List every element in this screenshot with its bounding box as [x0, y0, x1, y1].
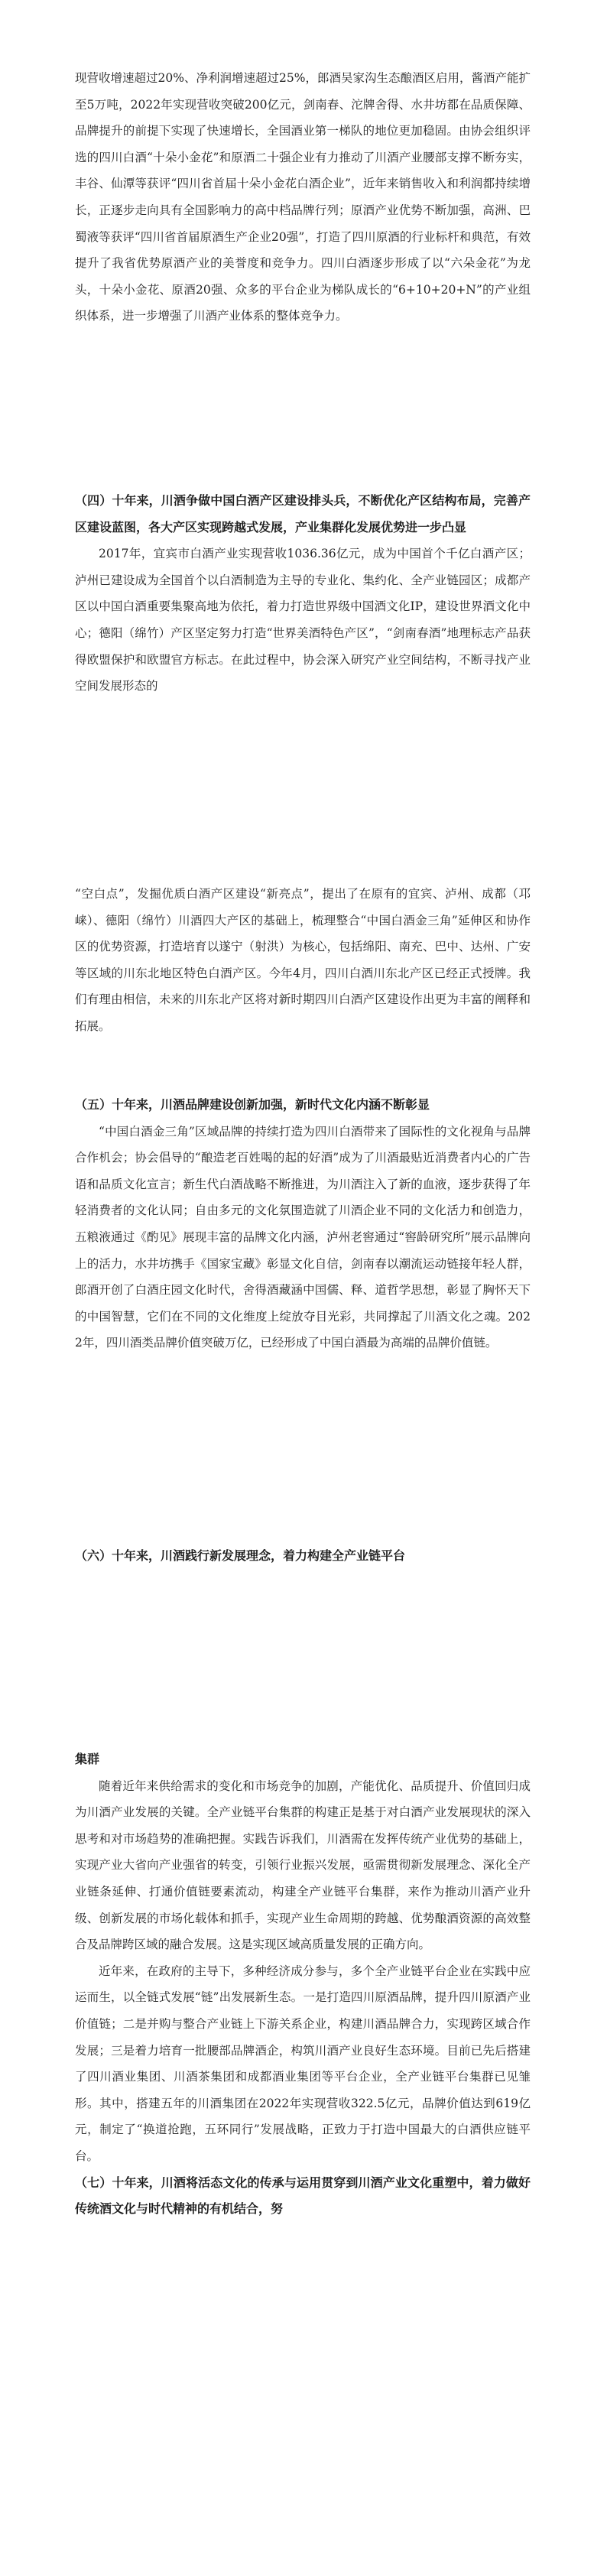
- section-4: [75, 488, 531, 700]
- article-paragraph-platform-groups: 近年来，在政府的主导下，多种经济成分参与，多个全产业链平台企业在实践中应运而生，以全链式发展“链”出发展新生态。一是打造四川原酒品牌，提升四川原酒产业价值链；二是并购与整合产业链上下游关系企业，构建川酒品牌合力，实现跨区域合作发展；三是着力培育一批腰部品牌酒企，构筑川酒产业良好生态环境。目前已先后搭建了四川酒业集团、川酒茶集团和成都酒业集团等平台企业，全产业链平台集群已见雏形。其中，搭建五年的川酒集团在2022年实现营收322.5亿元，品牌价值达到619亿元，制定了“换道抢跑，五环同行”发展战略，正致力于打造中国最大的白酒供应链平台。: [75, 1964, 531, 2163]
- section-heading-5: （五）十年来，川酒品牌建设创新加强，新时代文化内涵不断彰显: [75, 1097, 430, 1112]
- section-5: [75, 1092, 531, 1356]
- section-heading-7: （七）十年来，川酒将活态文化的传承与运用贯穿到川酒产业文化重塑中，着力做好传统酒文化与时代精神的有机结合，努: [75, 2175, 531, 2217]
- section-6: [75, 1543, 531, 1570]
- section-6-continuation: [75, 1746, 531, 2223]
- section-heading-6-continued: 集群: [75, 1752, 100, 1766]
- article-paragraph-industry-chain: 随着近年来供给需求的变化和市场竞争的加剧，产能优化、品质提升、价值回归成为川酒产业发展的关键。全产业链平台集群的构建正是基于对白酒产业发展现状的深入思考和对市场趋势的准确把握。实践告诉我们，川酒需在发挥传统产业优势的基础上，实现产业大省向产业强省的转变，引领行业振兴发展，亟需贯彻新发展理念、深化全产业链条延伸、打通价值链要素流动，构建全产业链平台集群，来作为推动川酒产业升级、创新发展的市场化载体和抓手，实现产业生命周期的跨越、优势酿酒资源的高效整合及品牌跨区域的融合发展。这是实现区域高质量发展的正确方向。: [75, 1779, 531, 1952]
- section-3-continuation: [75, 65, 531, 330]
- section-heading-6: （六）十年来，川酒践行新发展理念，着力构建全产业链平台: [75, 1548, 406, 1563]
- article-paragraph-regions: 2017年，宜宾市白酒产业实现营收1036.36亿元，成为中国首个千亿白酒产区；泸州已建设成为全国首个以白酒制造为主导的专业化、集约化、全产业链园区；成都产区以中国白酒重要集聚高地为依托，着力打造世界级中国酒文化IP，建设世界酒文化中心；德阳（绵竹）产区坚定努力打造“世界美酒特色产区”，“剑南春酒”地理标志产品获得欧盟保护和欧盟官方标志。在此过程中，协会深入研究产业空间结构，不断寻找产业空间发展形态的: [75, 547, 531, 694]
- article-paragraph-northeast-region: “空白点”，发掘优质白酒产区建设“新亮点”，提出了在原有的宜宾、泸州、成都（邛崃）、德阳（绵竹）川酒四大产区的基础上，梳理整合“中国白酒金三角”延伸区和协作区的优势资源，打造培育以遂宁（射洪）为核心，包括绵阳、南充、巴中、达州、广安等区域的川东北地区特色白酒产区。今年4月，四川白酒川东北产区已经正式授牌。我们有理由相信，未来的川东北产区将对新时期四川白酒产区建设作出更为丰富的阐释和拓展。: [75, 887, 531, 1033]
- article-paragraph-brand-culture: “中国白酒金三角”区域品牌的持续打造为四川白酒带来了国际性的文化视角与品牌合作机会；协会倡导的“酿造老百姓喝的起的好酒”成为了川酒最贴近消费者内心的广告语和品质文化宣言；新生代白酒战略不断推进，为川酒注入了新的血液，逐步获得了年轻消费者的文化认同；自由多元的文化氛围造就了川酒企业不同的文化活力和创造力，五粮液通过《酌见》展现丰富的品牌文化内涵，泸州老窖通过“窖龄研究所”展示品牌向上的活力，水井坊携手《国家宝藏》彰显文化自信，剑南春以潮流运动链接年轻人群，郎酒开创了白酒庄园文化时代，舍得酒藏涵中国儒、释、道哲学思想，彰显了胸怀天下的中国智慧，它们在不同的文化维度上绽放夺目光彩，共同撑起了川酒文化之魂。2022年，四川酒类品牌价值突破万亿，已经形成了中国白酒最为高端的品牌价值链。: [75, 1124, 531, 1350]
- article-paragraph-enterprise-tiers: 现营收增速超过20%、净利润增速超过25%，郎酒吴家沟生态酿酒区启用，酱酒产能扩至5万吨，2022年实现营收突破200亿元，剑南春、沱牌舍得、水井坊都在品质保障、品牌提升的前提下实现了快速增长，全国酒业第一梯队的地位更加稳固。由协会组织评选的四川白酒“十朵小金花”和原酒二十强企业有力推动了川酒产业腰部支撑不断夯实，丰谷、仙潭等获评“四川省首届十朵小金花白酒企业”，近年来销售收入和利润都持续增长，正逐步走向具有全国影响力的高中档品牌行列；原酒产业优势不断加强，高洲、巴蜀液等获评“四川省首届原酒生产企业20强”，打造了四川原酒的行业标杆和典范，有效提升了我省优势原酒产业的美誉度和竞争力。四川白酒逐步形成了以“六朵金花”为龙头，十朵小金花、原酒20强、众多的平台企业为梯队成长的“6+10+20+N”的产业组织体系，进一步增强了川酒产业体系的整体竞争力。: [75, 71, 531, 323]
- section-4-continuation: [75, 881, 531, 1040]
- section-heading-4: （四）十年来，川酒争做中国白酒产区建设排头兵，不断优化产区结构布局，完善产区建设蓝图，各大产区实现跨越式发展，产业集群化发展优势进一步凸显: [75, 493, 531, 534]
